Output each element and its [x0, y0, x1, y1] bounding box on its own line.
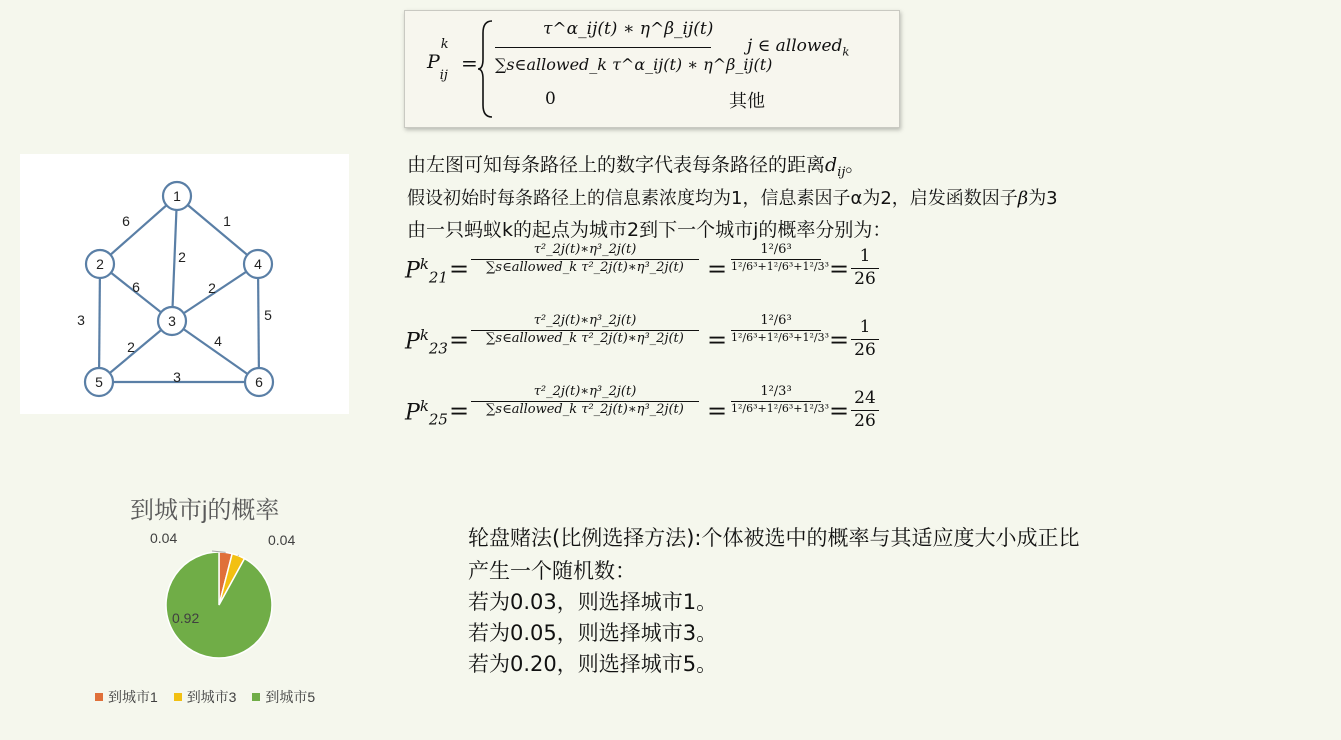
edge-2-5 — [99, 264, 100, 382]
brace-icon — [477, 19, 495, 119]
formula-otherwise: 其他 — [729, 91, 765, 112]
formula-numerator: τ^α_ij(t) ∗ η^β_ij(t) — [543, 19, 714, 39]
formula-bar — [495, 47, 711, 48]
weight-1-3: 2 — [178, 249, 186, 265]
legend-item-city1: 到城市1 — [95, 687, 158, 707]
text-line-1: 由左图可知每条路径上的数字代表每条路径的距离$d_{ij}$。 — [407, 154, 865, 180]
formula-condition: j ∈ allowed$_k$ — [747, 36, 850, 59]
eq-fraction-2: 1²/3³ 1²/6³+1²/6³+1²/3³ — [731, 384, 830, 415]
weight-4-3: 2 — [208, 280, 216, 296]
node-label-6: 6 — [255, 374, 263, 390]
legend-item-city3: 到城市3 — [174, 687, 237, 707]
legend-swatch — [95, 693, 103, 701]
pie-data-label-3: 0.92 — [172, 610, 200, 626]
eq-lhs: $P^k_{25}$ — [405, 397, 448, 429]
eq-fraction-1: τ²_2j(t)∗η³_2j(t) ∑s∈allowed_k τ²_2j(t)∗η³_2j(t) — [471, 314, 699, 347]
equation-p23: $P^k_{23}$ = τ²_2j(t)∗η³_2j(t) ∑s∈allowed_k τ²_2j(t)∗η³_2j(t) = 1²/6³ 1²/6³+1²/6³+1²/3³ = 1 26 — [405, 314, 885, 376]
graph-panel — [20, 154, 349, 414]
legend-swatch — [252, 693, 260, 701]
roulette-line-4: 若为0.05，则选择城市3。 — [468, 621, 718, 645]
edge-4-6 — [258, 264, 259, 382]
eq-lhs: $P^k_{21}$ — [405, 255, 448, 287]
edge-1-3 — [172, 196, 177, 321]
roulette-line-5: 若为0.20，则选择城市5。 — [468, 652, 718, 676]
node-label-5: 5 — [95, 374, 103, 390]
roulette-line-2: 产生一个随机数： — [468, 559, 636, 583]
text-line-3: 由一只蚂蚁k的起点为城市2到下一个城市j的概率分别为： — [407, 219, 892, 241]
node-label-3: 3 — [168, 313, 176, 329]
pie-legend — [95, 687, 327, 707]
weight-2-5: 3 — [77, 312, 85, 328]
text-line-2: 假设初始时每条路径上的信息素浓度均为1，信息素因子α为2，启发函数因子β为3 — [407, 188, 1058, 209]
eq-fraction-1: τ²_2j(t)∗η³_2j(t) ∑s∈allowed_k τ²_2j(t)∗η³_2j(t) — [471, 385, 699, 418]
weight-3-6: 4 — [214, 333, 222, 349]
eq-lhs: $P^k_{23}$ — [405, 326, 448, 358]
weight-4-6: 5 — [264, 307, 272, 323]
pie-data-label-2: 0.04 — [268, 532, 296, 548]
node-label-2: 2 — [96, 256, 104, 272]
legend-item-city5: 到城市5 — [252, 687, 315, 707]
node-label-1: 1 — [173, 188, 181, 204]
pie-chart — [120, 525, 340, 675]
legend-swatch — [174, 693, 182, 701]
eq-fraction-2: 1²/6³ 1²/6³+1²/6³+1²/3³ — [731, 242, 830, 273]
edge-3-6 — [172, 321, 259, 382]
pie-slice-3 — [166, 552, 272, 658]
equation-p21: $P^k_{21}$ = τ²_2j(t)∗η³_2j(t) ∑s∈allowed_k τ²_2j(t)∗η³_2j(t) = 1²/6³ 1²/6³+1²/6³+1²/3³ = 1 26 — [405, 243, 885, 305]
formula-box — [404, 10, 900, 128]
formula-denominator: ∑s∈allowed_k τ^α_ij(t) ∗ η^β_ij(t) — [495, 55, 773, 74]
weight-3-5: 2 — [127, 339, 135, 355]
eq-result: 1 26 — [851, 247, 879, 289]
eq-result: 1 26 — [851, 318, 879, 360]
eq-equals: = — [449, 255, 470, 283]
pie-title: 到城市j的概率 — [130, 497, 280, 524]
formula-lhs: P k $_{ij}$ — [427, 37, 449, 83]
weight-2-3: 6 — [132, 279, 140, 295]
eq-fraction-1: τ²_2j(t)∗η³_2j(t) ∑s∈allowed_k τ²_2j(t)∗η³_2j(t) — [471, 243, 699, 276]
equation-p25: $P^k_{25}$ = τ²_2j(t)∗η³_2j(t) ∑s∈allowed_k τ²_2j(t)∗η³_2j(t) = 1²/3³ 1²/6³+1²/6³+1²/3³ = 24 26 — [405, 385, 885, 447]
eq-fraction-2: 1²/6³ 1²/6³+1²/6³+1²/3³ — [731, 313, 830, 344]
formula-equals: = — [461, 51, 478, 75]
node-label-4: 4 — [254, 256, 262, 272]
pie-leader-line-2 — [238, 555, 239, 556]
edge-1-4 — [177, 196, 258, 264]
pie-data-label-1: 0.04 — [150, 530, 178, 546]
edge-1-2 — [100, 196, 177, 264]
roulette-line-3: 若为0.03，则选择城市1。 — [468, 590, 718, 614]
weight-5-6: 3 — [173, 369, 181, 385]
formula-zero: 0 — [545, 89, 556, 109]
roulette-line-1: 轮盘赌法(比例选择方法):个体被选中的概率与其适应度大小成正比 — [468, 526, 1080, 550]
weight-1-2: 6 — [122, 213, 130, 229]
eq-result: 24 26 — [851, 389, 879, 431]
weight-1-4: 1 — [223, 213, 231, 229]
city-graph — [20, 154, 349, 414]
